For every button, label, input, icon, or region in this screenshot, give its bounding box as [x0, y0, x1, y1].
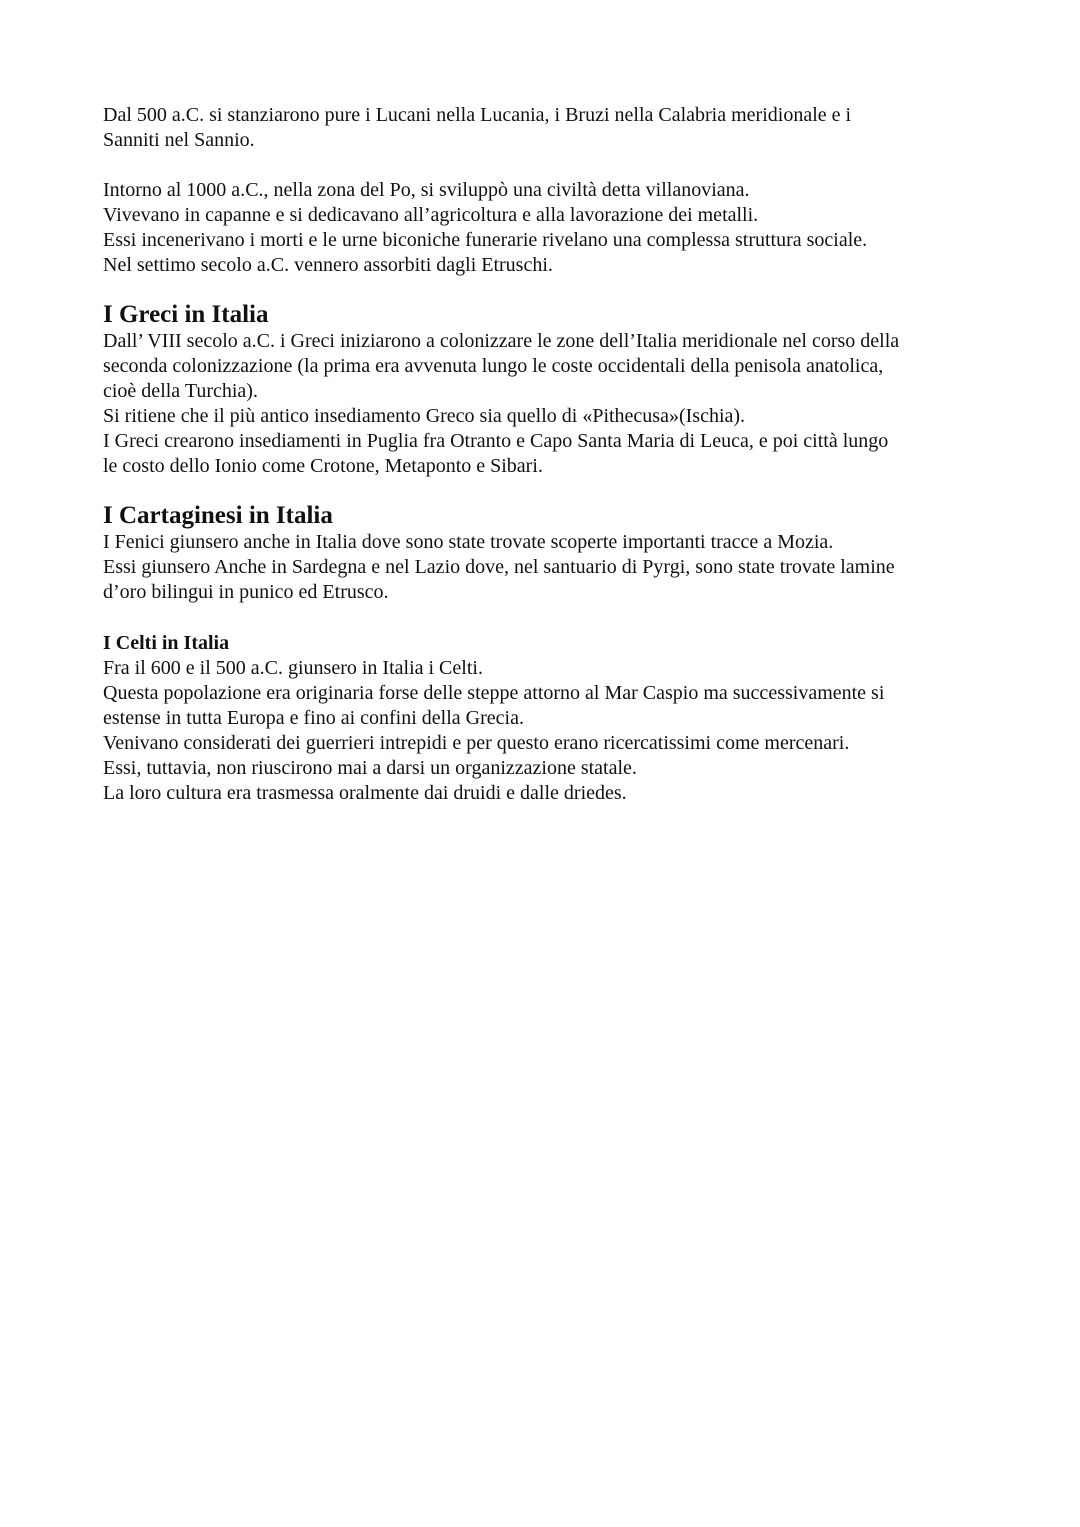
- section-spacer: [103, 278, 983, 301]
- intro-paragraph-villanoviana: [103, 178, 983, 278]
- text-line: Dal 500 a.C. si stanziarono pure i Lucani nella Lucania, i Bruzi nella Calabria meridionale e i: [103, 104, 852, 126]
- section-spacer: [103, 605, 983, 631]
- text-line: I Fenici giunsero anche in Italia dove sono state trovate scoperte importanti tracce a Mozia.: [103, 531, 834, 553]
- section-spacer: [103, 479, 983, 502]
- text-line: Fra il 600 e il 500 a.C. giunsero in Italia i Celti.: [103, 657, 483, 679]
- text-line: Essi incenerivano i morti e le urne biconiche funerarie rivelano una complessa struttura sociale.: [103, 229, 868, 251]
- text-line: d’oro bilingui in punico ed Etrusco.: [103, 581, 389, 603]
- heading-celti: I Celti in Italia: [103, 632, 230, 654]
- section-greci-text: [103, 329, 983, 479]
- heading-greci: I Greci in Italia: [103, 301, 269, 328]
- text-line: I Greci crearono insediamenti in Puglia fra Otranto e Capo Santa Maria di Leuca, e poi città lungo: [103, 430, 889, 452]
- text-line: estense in tutta Europa e fino ai confini della Grecia.: [103, 707, 524, 729]
- paragraph-spacer: [103, 153, 983, 178]
- text-line: Vivevano in capanne e si dedicavano all’agricoltura e alla lavorazione dei metalli.: [103, 204, 759, 226]
- heading-cartaginesi: I Cartaginesi in Italia: [103, 502, 333, 529]
- text-line: Nel settimo secolo a.C. vennero assorbiti dagli Etruschi.: [103, 254, 553, 276]
- text-line: Venivano considerati dei guerrieri intrepidi e per questo erano ricercatissimi come mercenari.: [103, 732, 850, 754]
- text-line: Intorno al 1000 a.C., nella zona del Po, si sviluppò una civiltà detta villanoviana.: [103, 179, 750, 201]
- text-line: le costo dello Ionio come Crotone, Metaponto e Sibari.: [103, 455, 543, 477]
- text-line: Sanniti nel Sannio.: [103, 129, 255, 151]
- document-page: [103, 103, 983, 806]
- intro-paragraph-lucani: [103, 103, 983, 153]
- section-celti-text: [103, 656, 983, 806]
- text-line: Questa popolazione era originaria forse delle steppe attorno al Mar Caspio ma successivamente si: [103, 682, 885, 704]
- text-line: Si ritiene che il più antico insediamento Greco sia quello di «Pithecusa»(Ischia).: [103, 405, 746, 427]
- text-line: La loro cultura era trasmessa oralmente dai druidi e dalle driedes.: [103, 782, 627, 804]
- text-line: Essi giunsero Anche in Sardegna e nel Lazio dove, nel santuario di Pyrgi, sono state trovate lamine: [103, 556, 895, 578]
- text-line: Dall’ VIII secolo a.C. i Greci iniziarono a colonizzare le zone dell’Italia meridionale nel corso della: [103, 330, 900, 352]
- text-line: seconda colonizzazione (la prima era avvenuta lungo le coste occidentali della penisola anatolica,: [103, 355, 884, 377]
- text-line: cioè della Turchia).: [103, 380, 258, 402]
- text-line: Essi, tuttavia, non riuscirono mai a darsi un organizzazione statale.: [103, 757, 637, 779]
- section-cartaginesi-text: [103, 530, 983, 605]
